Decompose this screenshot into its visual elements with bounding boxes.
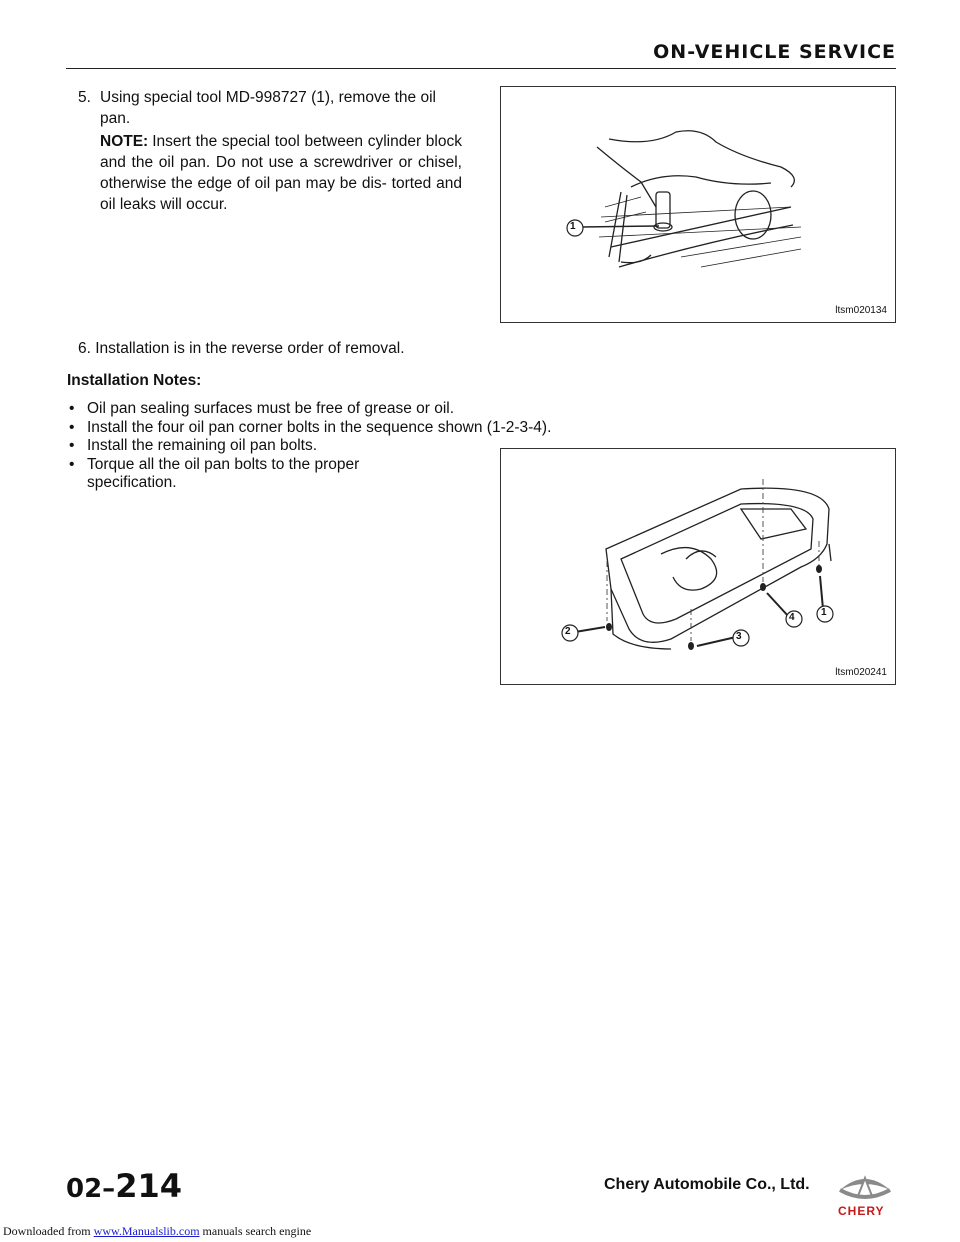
chery-logo-icon [836,1170,894,1220]
header-divider [66,68,896,69]
note [100,131,462,215]
step-5-number: 5. [78,89,91,106]
list-item: • Install the four oil pan corner bolts in the sequence shown (1-2-3-4). [69,418,552,436]
callout-1: 1 [821,607,827,618]
note-text: Insert the special tool between cylinder block and the oil pan. Do not use a screwdriver or chisel, otherwise the edge of oil pan may be dis- torted and oil leaks will occur. [100,133,462,213]
company-name: Chery Automobile Co., Ltd. [604,1176,810,1193]
list-item: • Torque all the oil pan bolts to the proper specification. [69,455,360,491]
manualslib-link[interactable]: www.Manualslib.com [93,1224,200,1238]
step-6: 6. Installation is in the reverse order of removal. [78,340,405,357]
figure-oil-pan [500,448,896,685]
page-number: 02–214 [66,1167,182,1205]
installation-notes-heading: Installation Notes: [67,372,202,389]
list-item: • Oil pan sealing surfaces must be free of grease or oil. [69,400,455,417]
oil-pan-illustration [501,449,895,684]
step-5 [78,87,462,129]
callout-1: 1 [570,221,576,232]
figure-1-label: ltsm020134 [835,305,887,316]
callout-2: 2 [565,626,571,637]
figure-special-tool [500,86,896,323]
callout-3: 3 [736,631,742,642]
section-title: ON-VEHICLE SERVICE [653,41,896,63]
download-source: Downloaded from www.Manualslib.com manuals search engine [3,1224,312,1238]
list-item: • Install the remaining oil pan bolts. [69,437,318,454]
step-5-text: Using special tool MD-998727 (1), remove the oil [100,89,436,106]
callout-4: 4 [789,612,795,623]
special-tool-illustration [501,87,895,322]
note-label: NOTE: [100,133,149,150]
logo-wordmark: CHERY [838,1204,885,1218]
step-5-text-continued: pan. [100,110,131,127]
figure-2-label: ltsm020241 [835,667,887,678]
